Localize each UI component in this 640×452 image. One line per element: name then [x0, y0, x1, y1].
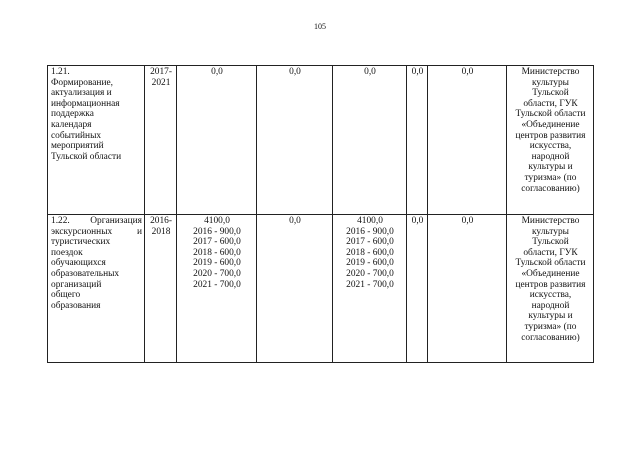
total-funding-value: 4100,0 — [204, 216, 230, 226]
measure-name-line: поездок — [51, 247, 83, 258]
responsible-line: области, ГУК — [523, 247, 578, 258]
total-funding-value: 0,0 — [211, 67, 223, 77]
measure-name-line: 1.21. — [51, 67, 70, 77]
responsible-cell — [507, 215, 594, 363]
measure-number: 1.22. — [51, 216, 70, 226]
total-funding-cell — [177, 215, 257, 363]
measure-name-word: и — [136, 226, 142, 237]
responsible-line: «Объединение — [521, 268, 580, 279]
measure-name-line: организаций — [51, 279, 102, 290]
municipal-funding-value: 0,0 — [411, 67, 424, 77]
responsible-line: центров развития — [515, 279, 586, 290]
measure-name-line: Формирование, — [51, 77, 113, 88]
measure-name-line: поддержка — [51, 109, 94, 120]
municipal-funding-cell — [407, 215, 428, 363]
federal-funding-value: 0,0 — [289, 216, 301, 226]
municipal-funding-cell — [407, 66, 428, 215]
responsible-line: туризма» (по — [524, 321, 577, 332]
responsible-line: культуры и — [528, 162, 573, 173]
measure-name-line: образования — [51, 300, 101, 311]
responsible-line: культуры — [532, 226, 569, 237]
responsible-line: культуры — [532, 77, 569, 88]
measure-name-line: обучающихся — [51, 258, 106, 269]
total-funding-year: 2018 - 600,0 — [193, 247, 241, 258]
term-line: 2017- — [150, 67, 172, 77]
term-line: 2021 — [151, 77, 171, 88]
measure-name-line: туристических — [51, 237, 111, 248]
responsible-line: Тульской — [532, 237, 569, 248]
regional-funding-value: 4100,0 — [357, 216, 383, 226]
responsible-line: Министерство — [521, 67, 580, 77]
measure-name-line: образовательных — [51, 268, 120, 279]
regional-funding-year: 2019 - 600,0 — [346, 258, 394, 269]
responsible-line: народной — [531, 151, 570, 162]
responsible-cell — [507, 66, 594, 215]
responsible-line: народной — [531, 300, 570, 311]
responsible-line: туризма» (по — [524, 172, 577, 183]
extra-funding-cell — [428, 215, 507, 363]
measure-name-cell — [48, 66, 145, 215]
extra-funding-value: 0,0 — [461, 67, 474, 77]
responsible-line: «Объединение — [521, 119, 580, 130]
responsible-line: Тульской области — [515, 258, 586, 269]
regional-funding-cell — [333, 66, 407, 215]
federal-funding-value: 0,0 — [289, 67, 301, 77]
responsible-line: согласованию) — [521, 183, 580, 194]
regional-funding-cell — [333, 215, 407, 363]
total-funding-year: 2020 - 700,0 — [193, 268, 241, 279]
municipal-funding-value: 0,0 — [411, 216, 424, 226]
measure-name-line: актуализация и — [51, 88, 112, 99]
responsible-line: искусства, — [529, 141, 572, 152]
measure-name-word: Организация — [90, 216, 142, 226]
regional-funding-year: 2018 - 600,0 — [346, 247, 394, 258]
measure-name-cell — [48, 215, 145, 363]
term-line: 2016- — [150, 216, 172, 226]
total-funding-year: 2017 - 600,0 — [193, 237, 241, 248]
measure-name-line: общего — [51, 290, 81, 301]
regional-funding-year: 2021 - 700,0 — [346, 279, 394, 290]
measure-name-second-line — [51, 227, 142, 238]
page-number: 105 — [314, 22, 326, 31]
responsible-line: культуры и — [528, 311, 573, 322]
regional-funding-year: 2017 - 600,0 — [346, 237, 394, 248]
table-row — [48, 66, 594, 215]
responsible-line: центров развития — [515, 130, 586, 141]
responsible-line: искусства, — [529, 290, 572, 301]
measure-name-line: мероприятий — [51, 141, 104, 152]
measures-table — [47, 65, 594, 363]
responsible-line: согласованию) — [521, 332, 580, 343]
term-cell — [145, 215, 177, 363]
responsible-line: Тульской области — [515, 109, 586, 120]
total-funding-year: 2016 - 900,0 — [193, 226, 241, 237]
term-cell — [145, 66, 177, 215]
federal-funding-cell — [257, 66, 333, 215]
measure-name-line: информационная — [51, 98, 120, 109]
measure-name-line: событийных — [51, 130, 102, 141]
measure-name-line: Тульской области — [51, 151, 122, 162]
total-funding-year: 2019 - 600,0 — [193, 258, 241, 269]
extra-funding-cell — [428, 66, 507, 215]
measure-name-line: календаря — [51, 119, 92, 130]
responsible-line: Тульской — [532, 88, 569, 99]
measure-name-first-line — [51, 216, 142, 227]
term-line: 2018 — [151, 226, 171, 237]
total-funding-cell — [177, 66, 257, 215]
regional-funding-year: 2020 - 700,0 — [346, 268, 394, 279]
federal-funding-cell — [257, 215, 333, 363]
extra-funding-value: 0,0 — [461, 216, 474, 226]
measure-name-word: экскурсионных — [51, 226, 113, 237]
table-row — [48, 215, 594, 363]
total-funding-year: 2021 - 700,0 — [193, 279, 241, 290]
responsible-line: области, ГУК — [523, 98, 578, 109]
regional-funding-year: 2016 - 900,0 — [346, 226, 394, 237]
responsible-line: Министерство — [521, 216, 580, 226]
regional-funding-value: 0,0 — [364, 67, 376, 77]
